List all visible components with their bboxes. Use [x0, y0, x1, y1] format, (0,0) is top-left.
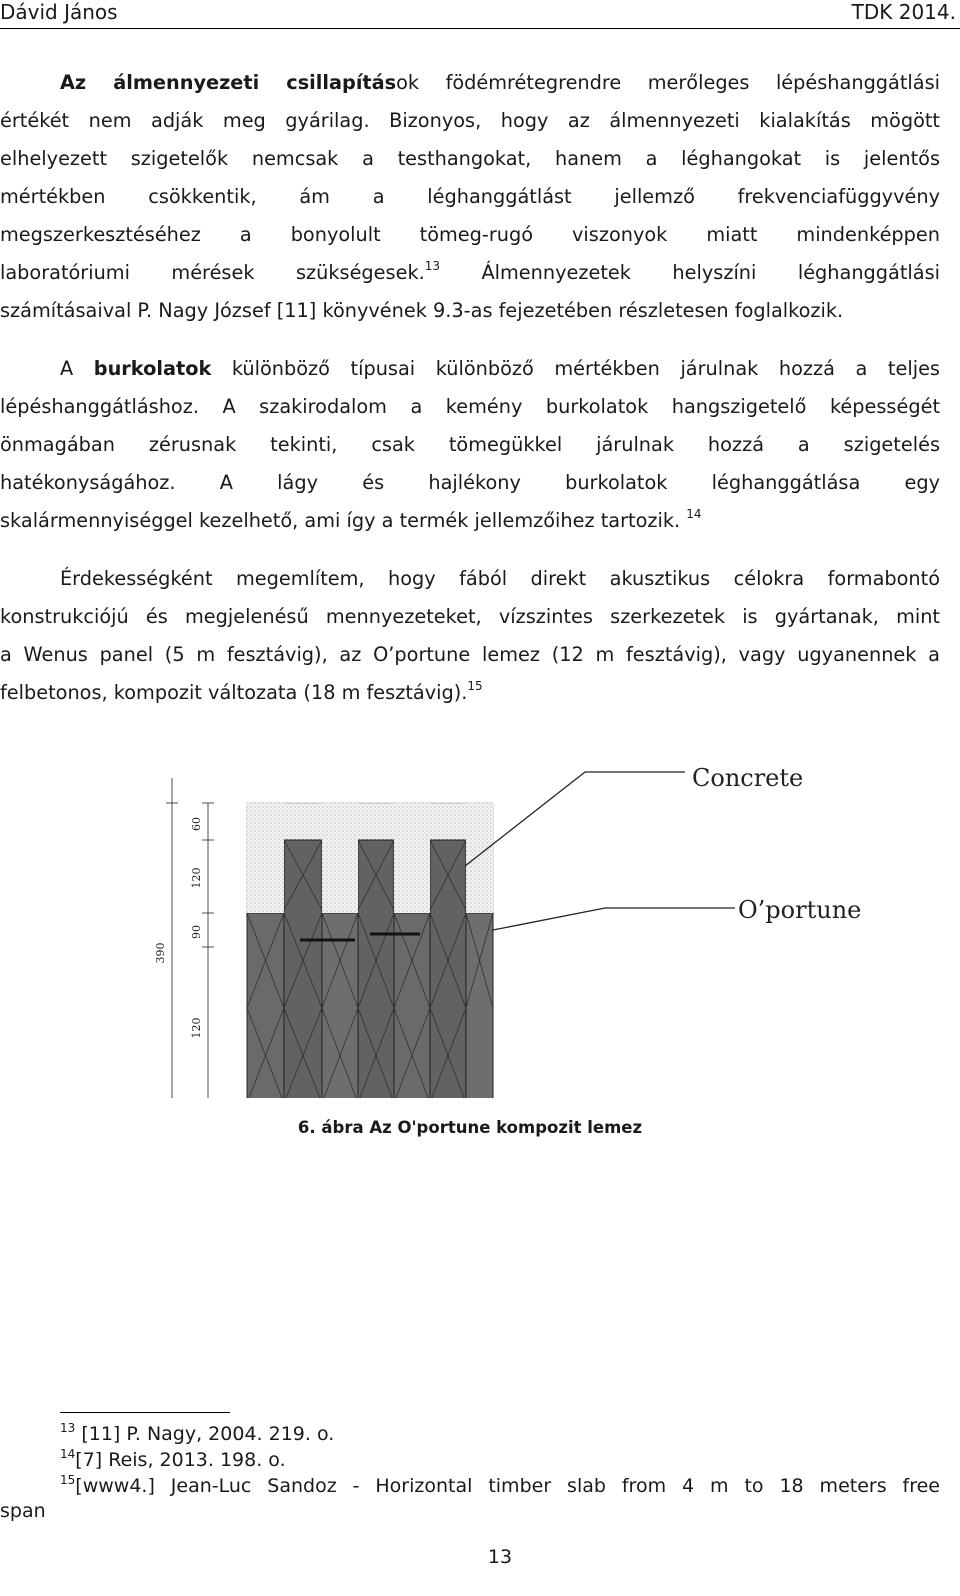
footnote-14: $^{14}$[7] Reis, 2013. 198. o.	[60, 1447, 286, 1471]
dim-total-label: 390	[154, 942, 167, 964]
header-event: TDK 2014.	[851, 0, 956, 24]
concrete-label: Concrete	[692, 764, 804, 792]
paragraph-2-line-3: önmagában zérusnak tekinti, csak tömegükkel járulnak hozzá a szigetelés	[0, 433, 940, 456]
paragraph-1-line-6: laboratóriumi mérések szükségesek.$^{13}$ Álmennyezetek helyszíni léghanggátlási	[0, 259, 940, 284]
bold-term-damping: Az álmennyezeti csillapítás	[60, 71, 397, 94]
header-author: Dávid János	[0, 0, 118, 24]
oportune-label: O’portune	[738, 896, 862, 924]
paragraph-1-line-4: mértékben csökkentik, ám a léghanggátlást jellemző frekvenciafüggyvény	[0, 185, 940, 208]
vertical-dimensions	[166, 778, 247, 1098]
bold-term-coverings: burkolatok	[93, 357, 212, 380]
footnote-ref-14[interactable]: 14	[686, 507, 702, 521]
footnote-13: $^{13}$ [11] P. Nagy, 2004. 219. o.	[60, 1421, 335, 1445]
paragraph-1-line-7: számításaival P. Nagy József [11] könyvének 9.3-as fejezetében részletesen foglalkozik.	[0, 299, 844, 322]
footnote-rule	[60, 1412, 230, 1413]
paragraph-1-line-2: értékét nem adják meg gyárilag. Bizonyos, hogy az álmennyezeti kialakítás mögött	[0, 109, 940, 132]
dim-vertical-label-4: 120	[190, 1017, 203, 1039]
paragraph-2-line-5: skalármennyiséggel kezelhető, ami így a termék jellemzőihez tartozik. $^{14}$	[0, 507, 702, 532]
footnote-15-continuation: span	[0, 1500, 46, 1522]
paragraph-2-line-2: lépéshanggátláshoz. A szakirodalom a kemény burkolatok hangszigetelő képességét	[0, 395, 940, 418]
footnote-ref-15[interactable]: 15	[467, 679, 483, 693]
leader-lines	[465, 772, 735, 930]
paragraph-2-line-4: hatékonyságához. A lágy és hajlékony burkolatok léghanggátlása egy	[0, 471, 940, 494]
oportune-section-figure	[150, 758, 870, 1098]
dim-vertical-label-3: 90	[190, 925, 203, 939]
dim-vertical-label-1: 60	[190, 817, 203, 831]
figure-caption: 6. ábra Az O'portune kompozit lemez	[297, 1118, 643, 1137]
paragraph-3-line-4: felbetonos, kompozit változata (18 m fesztávig).$^{15}$	[0, 679, 483, 704]
footnote-15: $^{15}$[www4.] Jean-Luc Sandoz - Horizontal timber slab from 4 m to 18 meters free	[60, 1473, 940, 1497]
paragraph-3-line-3: a Wenus panel (5 m fesztávig), az O’portune lemez (12 m fesztávig), vagy ugyanennek a	[0, 643, 940, 666]
page-number: 13	[487, 1546, 513, 1568]
header-rule	[0, 28, 960, 29]
dim-vertical-label-2: 120	[190, 867, 203, 889]
paragraph-1-line-3: elhelyezett szigetelők nemcsak a testhangokat, hanem a léghangokat is jelentős	[0, 147, 940, 170]
paragraph-3-line-2: konstrukciójú és megjelenésű mennyezeteket, vízszintes szerkezetek is gyártanak, mint	[0, 605, 940, 628]
page-header	[0, 0, 960, 26]
paragraph-1-line-1: Az álmennyezeti csillapítások födémrétegrendre merőleges lépéshanggátlási	[60, 71, 940, 94]
paragraph-3-line-1: Érdekességként megemlítem, hogy fából direkt akusztikus célokra formabontó	[60, 567, 940, 590]
paragraph-2-line-1: A burkolatok különböző típusai különböző mértékben járulnak hozzá a teljes	[60, 357, 940, 380]
paragraph-1-line-5: megszerkesztéséhez a bonyolult tömeg-rugó viszonyok miatt mindenképpen	[0, 223, 940, 246]
footnote-ref-13[interactable]: 13	[424, 259, 441, 273]
